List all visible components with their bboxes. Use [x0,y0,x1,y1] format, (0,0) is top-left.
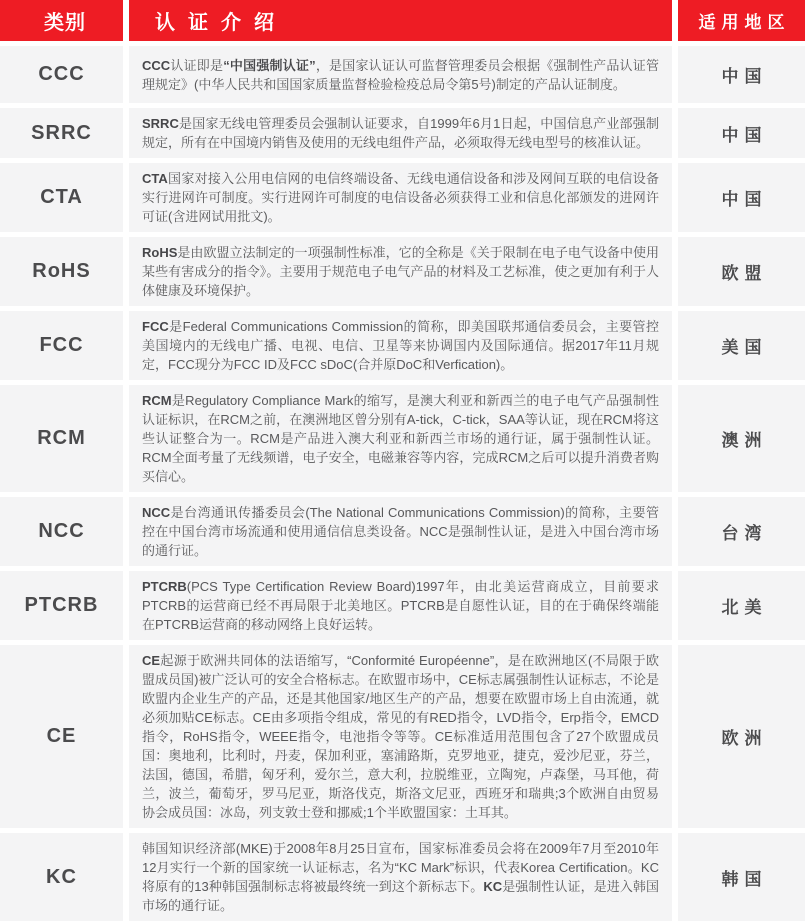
table-body [0,46,805,921]
intro-cell [129,385,672,492]
table-row [0,571,805,640]
category-cell: FCC [0,311,123,380]
region-cell: 中国 [678,163,805,232]
category-cell: RoHS [0,237,123,306]
category-cell: CE [0,645,123,828]
intro-text: NCC是台湾通讯传播委员会(The National Communications Commission)的简称，主要管控在中国台湾市场流通和使用通信信息类设备。NCC是强制性认证，是进入中国台湾市场的通行证。 [142,505,659,558]
intro-text: SRRC是国家无线电管理委员会强制认证要求，自1999年6月1日起，中国信息产业部强制规定，所有在中国境内销售及使用的无线电组件产品，必须取得无线电型号的核准认证。 [142,116,659,150]
category-cell: CTA [0,163,123,232]
category-cell: NCC [0,497,123,566]
category-cell: KC [0,833,123,921]
intro-cell [129,833,672,921]
table-row [0,163,805,232]
intro-cell [129,163,672,232]
header-category: 类别 [0,0,123,41]
intro-cell [129,237,672,306]
region-cell: 欧洲 [678,645,805,828]
intro-text: CE起源于欧洲共同体的法语缩写，“Conformité Européenne”，是在欧洲地区(不局限于欧盟成员国)被广泛认可的安全合格标志。在欧盟市场中，CE标志属强制性认证标志，不论是欧盟内企业生产的产品，还是其他国家/地区生产的产品，想要在欧盟市场上自由流通，就必须加贴CE标志。CE由多项指令组成，常见的有RED指令，LVD指令，Erp指令，EMCD指令，RoHS指令，WEEE指令，电池指令等等。CE标准适用范围包含了27个欧盟成员国：奥地利，比利时，丹麦，保加利亚，塞浦路斯，克罗地亚，捷克，爱沙尼亚，芬兰，法国，德国，希腊，匈牙利，爱尔兰，意大利，拉脱维亚，立陶宛，卢森堡，马耳他，荷兰，波兰，葡萄牙，罗马尼亚，斯洛伐克，斯洛文尼亚，西班牙和瑞典;3个欧洲自由贸易协会成员国：冰岛，列支敦士登和挪威;1个半欧盟国家：土耳其。 [142,653,659,820]
category-cell: CCC [0,46,123,103]
table-row [0,497,805,566]
table-header [0,0,805,41]
category-cell: SRRC [0,108,123,158]
region-cell: 北美 [678,571,805,640]
region-cell: 韩国 [678,833,805,921]
table-row [0,645,805,828]
intro-cell [129,571,672,640]
intro-text: 韩国知识经济部(MKE)于2008年8月25日宣布，国家标准委员会将在2009年7月至2010年12月实行一个新的国家统一认证标志，名为“KC Mark”标识，代表Korea Certification。KC将原有的13种韩国强制标志将被最终统一到这个新标志下。KC是强制性认证，是进入韩国市场的通行证。 [142,841,659,913]
table-row [0,237,805,306]
category-cell: PTCRB [0,571,123,640]
intro-text: PTCRB(PCS Type Certification Review Board)1997年，由北美运营商成立，目前要求PTCRB的运营商已经不再局限于北美地区。PTCRB是自愿性认证，目的在于确保终端能在PTCRB运营商的移动网络上良好运转。 [142,579,659,632]
table-row [0,311,805,380]
intro-text: RCM是Regulatory Compliance Mark的缩写，是澳大利亚和新西兰的电子电气产品强制性认证标识，在RCM之前，在澳洲地区曾分别有A-tick，C-tick，SAA等认证，现在RCM将这些认证整合为一。RCM是产品进入澳大利亚和新西兰市场的通行证，属于强制性认证。RCM全面考量了无线频谱，电子安全，电磁兼容等内容，完成RCM之后可以提升消费者购买信心。 [142,393,659,484]
header-region: 适用地区 [678,0,805,41]
table-row [0,833,805,921]
region-cell: 美国 [678,311,805,380]
intro-text: CCC认证即是“中国强制认证”，是国家认证认可监督管理委员会根据《强制性产品认证管理规定》(中华人民共和国国家质量监督检验检疫总局令第5号)制定的产品认证制度。 [142,57,659,92]
region-cell: 中国 [678,108,805,158]
intro-cell [129,311,672,380]
intro-text: RoHS是由欧盟立法制定的一项强制性标准，它的全称是《关于限制在电子电气设备中使用某些有害成分的指令》。主要用于规范电子电气产品的材料及工艺标准，使之更加有利于人体健康及环境保护。 [142,245,659,298]
intro-cell [129,46,672,103]
table-row [0,46,805,103]
intro-cell [129,645,672,828]
region-cell: 台湾 [678,497,805,566]
region-cell: 澳洲 [678,385,805,492]
intro-cell [129,497,672,566]
region-cell: 欧盟 [678,237,805,306]
intro-text: CTA国家对接入公用电信网的电信终端设备、无线电通信设备和涉及网间互联的电信设备实行进网许可制度。实行进网许可制度的电信设备必须获得工业和信息化部颁发的进网许可证(含进网试用批文)。 [142,171,659,224]
region-cell: 中国 [678,46,805,103]
intro-text: FCC是Federal Communications Commission的简称，即美国联邦通信委员会，主要管控美国境内的无线电广播、电视、电信、卫星等来协调国内及国际通信。据2017年11月规定，FCC现分为FCC ID及FCC sDoC(合并原DoC和Verfication)。 [142,319,659,372]
table-row [0,108,805,158]
table-row [0,385,805,492]
category-cell: RCM [0,385,123,492]
header-intro: 认证介绍 [129,0,672,41]
intro-cell [129,108,672,158]
